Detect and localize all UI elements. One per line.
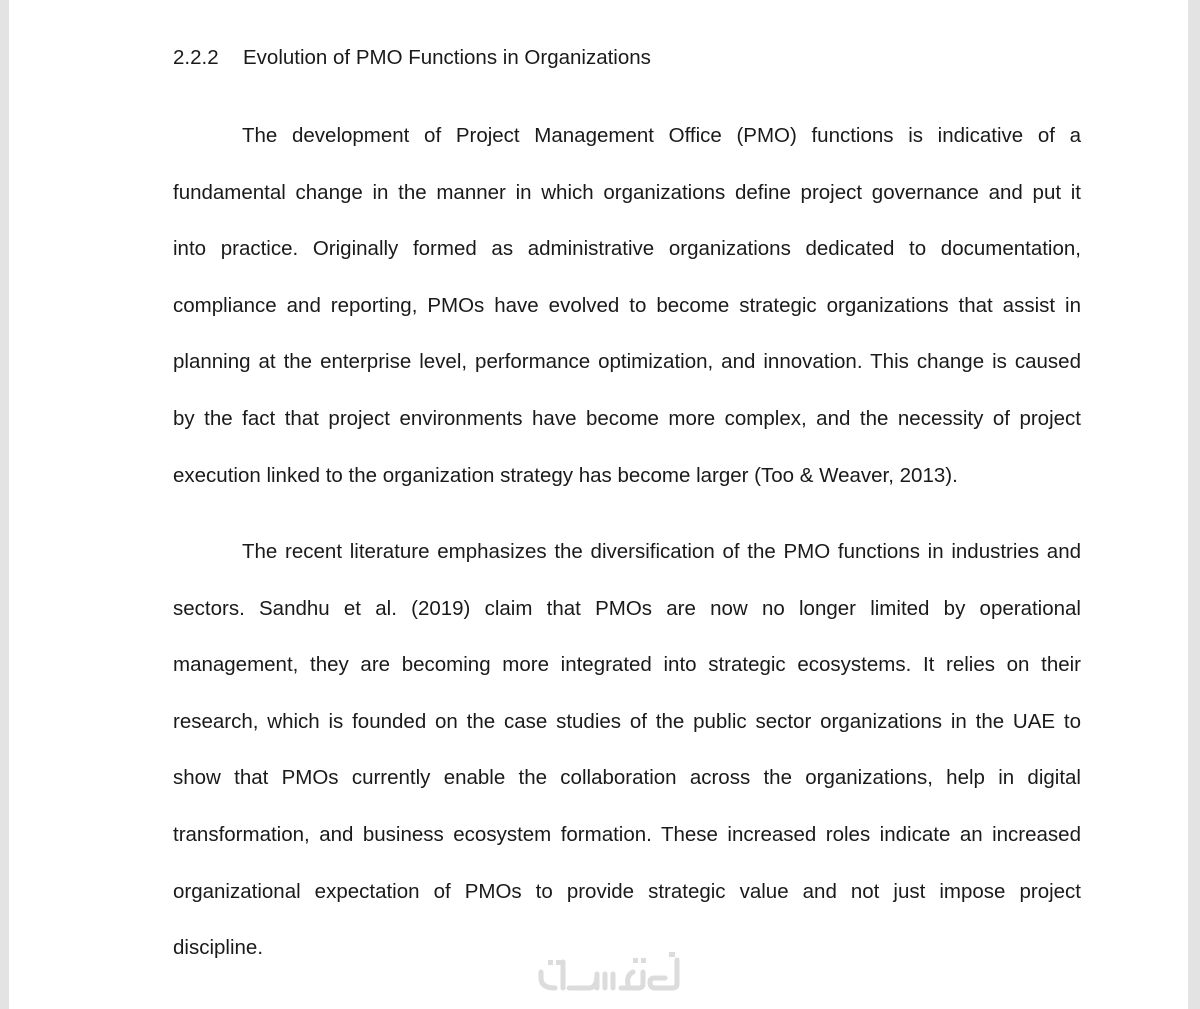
paragraph-line: research, which is founded on the case studies of the public sector organizations in the UAE to bbox=[173, 709, 1081, 733]
paragraph-line: management, they are becoming more integrated into strategic ecosystems. It relies on their bbox=[173, 653, 1081, 677]
paragraph-line: by the fact that project environments have become more complex, and the necessity of project bbox=[173, 406, 1081, 430]
paragraph-line: planning at the enterprise level, performance optimization, and innovation. This change is caused bbox=[173, 350, 1081, 374]
paragraph-line: show that PMOs currently enable the collaboration across the organizations, help in digital bbox=[173, 766, 1081, 790]
section-heading bbox=[173, 44, 651, 72]
paragraph-line: transformation, and business ecosystem formation. These increased roles indicate an increased bbox=[173, 822, 1081, 846]
paragraph-line: sectors. Sandhu et al. (2019) claim that PMOs are now no longer limited by operational bbox=[173, 596, 1081, 620]
document-page bbox=[9, 0, 1188, 1009]
paragraph-line: organizational expectation of PMOs to provide strategic value and not just impose project bbox=[173, 879, 1081, 903]
khamsat-watermark-logo bbox=[529, 948, 689, 1000]
paragraph-line: execution linked to the organization strategy has become larger (Too & Weaver, 2013). bbox=[173, 463, 958, 487]
paragraph-line: fundamental change in the manner in which organizations define project governance and put it bbox=[173, 180, 1081, 204]
section-title: Evolution of PMO Functions in Organizations bbox=[243, 46, 651, 69]
paragraph-line: The recent literature emphasizes the diversification of the PMO functions in industries and bbox=[242, 540, 1081, 563]
paragraph-line: discipline. bbox=[173, 936, 264, 960]
paragraph-2 bbox=[173, 538, 1081, 991]
paragraph-line: compliance and reporting, PMOs have evolved to become strategic organizations that assist in bbox=[173, 293, 1081, 317]
paragraph-line: The development of Project Management Office (PMO) functions is indicative of a bbox=[242, 124, 1081, 147]
section-number: 2.2.2 bbox=[173, 46, 219, 69]
paragraph-line: into practice. Originally formed as administrative organizations dedicated to documentation, bbox=[173, 237, 1081, 261]
paragraph-1 bbox=[173, 122, 1081, 518]
